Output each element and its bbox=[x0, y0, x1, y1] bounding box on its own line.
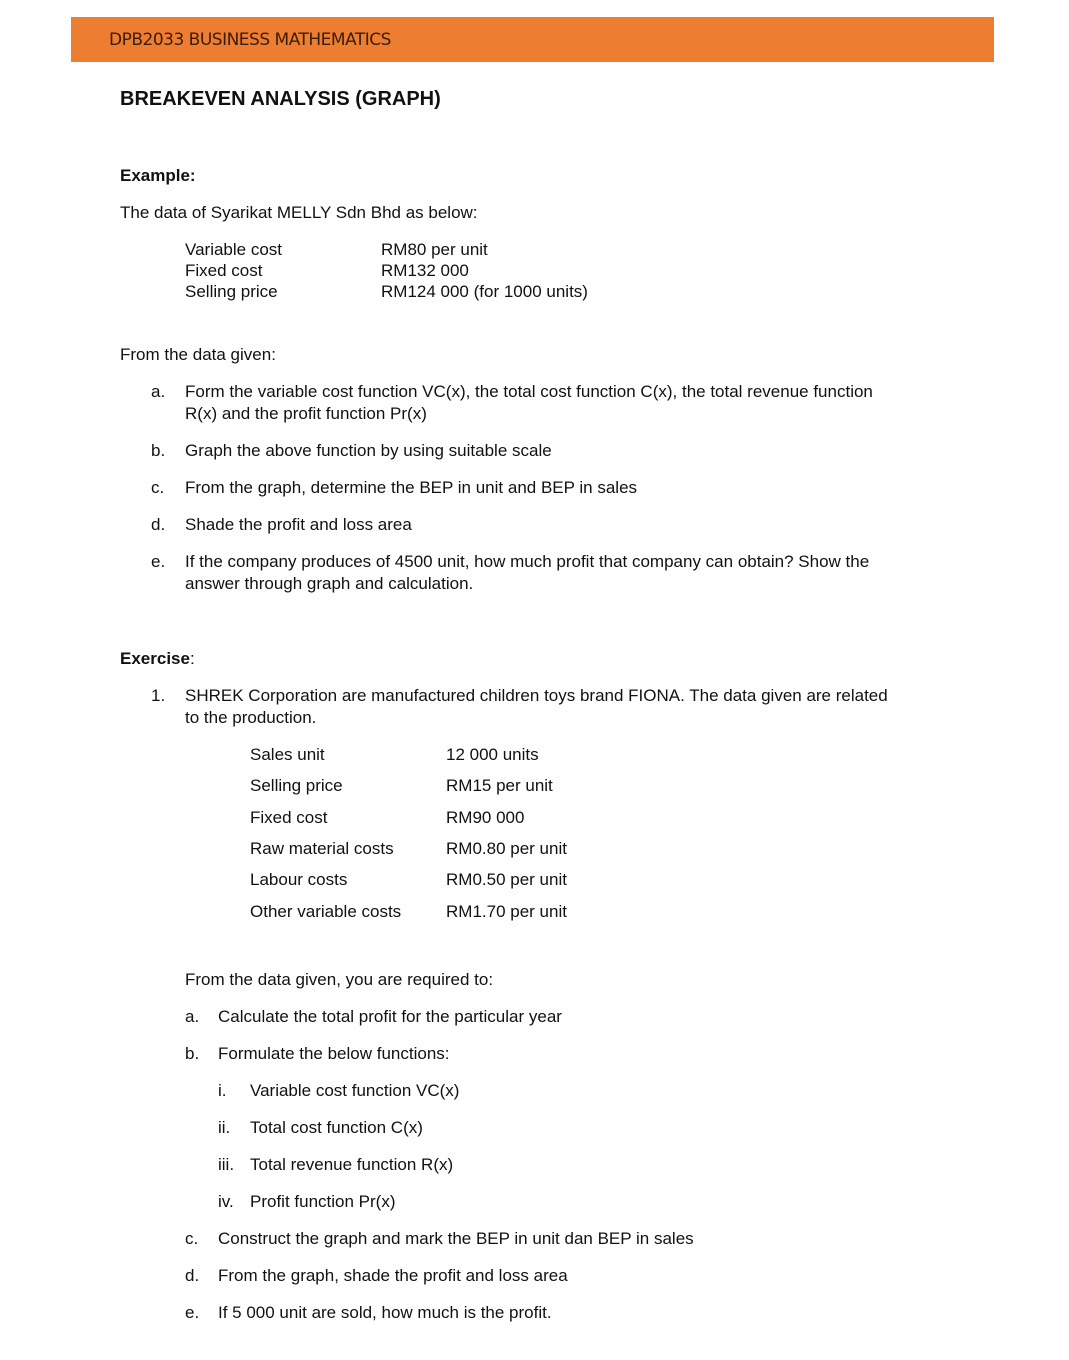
subitem-text: Variable cost function VC(x) bbox=[250, 1081, 460, 1100]
exercise-lead: From the data given, you are required to: bbox=[185, 970, 494, 989]
data-value: RM90 000 bbox=[446, 808, 525, 827]
item-marker: a. bbox=[185, 1007, 200, 1026]
exercise-heading-colon: : bbox=[189, 649, 195, 668]
subitem-text: Total cost function C(x) bbox=[250, 1118, 423, 1137]
item-text: Formulate the below functions: bbox=[218, 1044, 450, 1063]
item-text: Calculate the total profit for the particular year bbox=[218, 1007, 562, 1026]
data-label: Fixed cost bbox=[250, 808, 328, 827]
data-label: Selling price bbox=[250, 776, 343, 795]
data-value: RM132 000 bbox=[381, 261, 469, 280]
subitem-marker: i. bbox=[218, 1081, 227, 1100]
question-text: SHREK Corporation are manufactured children toys brand FIONA. The data given are related bbox=[185, 686, 888, 705]
data-value: RM1.70 per unit bbox=[446, 902, 567, 921]
question-text: to the production. bbox=[185, 708, 317, 727]
example-heading: Example: bbox=[120, 166, 196, 185]
data-value: RM80 per unit bbox=[381, 240, 488, 259]
header-bar bbox=[71, 17, 994, 62]
item-marker: c. bbox=[185, 1229, 199, 1248]
subitem-text: Total revenue function R(x) bbox=[250, 1155, 454, 1174]
data-label: Raw material costs bbox=[250, 839, 394, 858]
item-text: Construct the graph and mark the BEP in unit dan BEP in sales bbox=[218, 1229, 694, 1248]
page-title: BREAKEVEN ANALYSIS (GRAPH) bbox=[120, 88, 441, 110]
item-marker: b. bbox=[185, 1044, 200, 1063]
item-text: answer through graph and calculation. bbox=[185, 574, 474, 593]
item-marker: d. bbox=[185, 1266, 200, 1285]
example-intro: The data of Syarikat MELLY Sdn Bhd as below: bbox=[120, 203, 478, 222]
data-value: RM124 000 (for 1000 units) bbox=[381, 282, 588, 301]
item-text: R(x) and the profit function Pr(x) bbox=[185, 404, 427, 423]
item-text: Graph the above function by using suitable scale bbox=[185, 441, 552, 460]
item-text: From the graph, shade the profit and loss area bbox=[218, 1266, 568, 1285]
course-title: DPB2033 BUSINESS MATHEMATICS bbox=[109, 30, 391, 50]
item-marker: b. bbox=[151, 441, 166, 460]
data-label: Other variable costs bbox=[250, 902, 402, 921]
item-marker: c. bbox=[151, 478, 165, 497]
data-label: Labour costs bbox=[250, 870, 348, 889]
data-value: RM0.50 per unit bbox=[446, 870, 567, 889]
item-marker: e. bbox=[185, 1303, 200, 1322]
item-marker: e. bbox=[151, 552, 166, 571]
item-marker: a. bbox=[151, 382, 166, 401]
example-lead: From the data given: bbox=[120, 345, 276, 364]
data-label: Fixed cost bbox=[185, 261, 263, 280]
subitem-text: Profit function Pr(x) bbox=[250, 1192, 396, 1211]
data-value: RM0.80 per unit bbox=[446, 839, 567, 858]
subitem-marker: iii. bbox=[218, 1155, 235, 1174]
subitem-marker: iv. bbox=[218, 1192, 234, 1211]
data-label: Selling price bbox=[185, 282, 278, 301]
item-text: From the graph, determine the BEP in unit and BEP in sales bbox=[185, 478, 638, 497]
data-value: 12 000 units bbox=[446, 745, 539, 764]
data-label: Sales unit bbox=[250, 745, 325, 764]
exercise-heading bbox=[120, 648, 195, 670]
item-text: If the company produces of 4500 unit, how much profit that company can obtain? Show the bbox=[185, 552, 870, 571]
data-value: RM15 per unit bbox=[446, 776, 553, 795]
exercise-heading-text: Exercise bbox=[120, 649, 190, 668]
subitem-marker: ii. bbox=[218, 1118, 231, 1137]
data-label: Variable cost bbox=[185, 240, 283, 259]
item-marker: d. bbox=[151, 515, 166, 534]
question-number: 1. bbox=[151, 686, 166, 705]
item-text: If 5 000 unit are sold, how much is the profit. bbox=[218, 1303, 552, 1322]
item-text: Shade the profit and loss area bbox=[185, 515, 412, 534]
item-text: Form the variable cost function VC(x), the total cost function C(x), the total revenue function bbox=[185, 382, 873, 401]
